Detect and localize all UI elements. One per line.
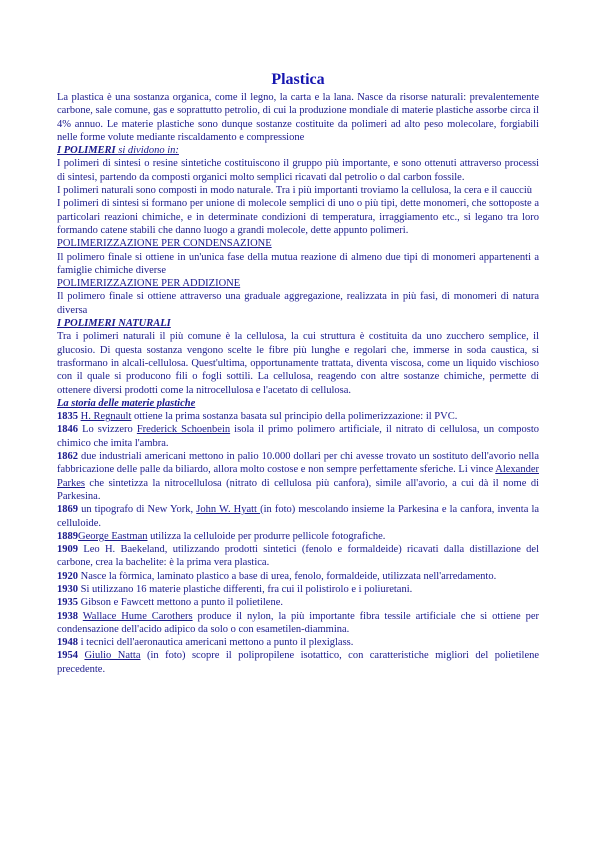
timeline-text: Leo H. Baekeland, utilizzando prodotti sintetici (fenolo e formaldeide) ricavati dalla distillazione del carbone, crea la bachelite: è la prima vera plastica. [57, 544, 539, 569]
timeline [57, 410, 539, 676]
timeline-year: 1920 [57, 570, 78, 582]
timeline-text: Gibson e Fawcett mettono a punto il polietilene. [80, 597, 284, 609]
timeline-year: 1909 [57, 544, 78, 556]
addizione-paragraph: Il polimero finale si ottiene attraverso una graduale aggregazione, realizzata in più fasi, di monomeri di natura diversa [57, 291, 539, 316]
timeline-pre: Lo svizzero [82, 424, 137, 436]
timeline-text: i tecnici dell'aeronautica americani mettono a punto il plexiglass. [80, 637, 354, 649]
timeline-text: isola il primo polimero artificiale, il nitrato di cellulosa, un composto chimico che imita l'ambra. [57, 424, 539, 449]
polimeri-naturali-paragraph: I polimeri naturali sono composti in modo naturale. Tra i più importanti troviamo la cellulosa, la cera e il caucciù [57, 185, 533, 197]
monomeri-paragraph: I polimeri di sintesi si formano per unione di molecole semplici di uno o più tipi, dette monomeri, che sottoposte a particolari reazioni chimiche, e in determinate condizioni di temperatura, irraggiamento etc., si legano tra loro formando catene stabili che danno luogo a grandi molecole, dette appunto polimeri. [57, 198, 539, 236]
timeline-year: 1846 [57, 424, 78, 436]
condensazione-paragraph: Il polimero finale si ottiene in un'unica fase della mutua reazione di almeno due tipi di monomeri appartenenti a famiglie chimiche diverse [57, 251, 539, 276]
timeline-entry [57, 543, 539, 570]
timeline-person-link: Wallace Hume Carothers [82, 610, 193, 622]
naturali-heading: I POLIMERI NATURALI [57, 318, 171, 330]
timeline-pre: un tipografo di New York, [81, 504, 197, 516]
timeline-entry [57, 423, 539, 450]
timeline-person-link: Giulio Natta [84, 650, 141, 662]
timeline-person-link: Frederick Schoenbein [136, 424, 231, 436]
timeline-text: utilizza la celluloide per produrre pellicole fotografiche. [147, 530, 386, 542]
timeline-text: (in foto) scopre il polipropilene isotattico, con caratteristiche migliori del polietilene precedente. [57, 650, 540, 675]
addizione-heading: POLIMERIZZAZIONE PER ADDIZIONE [57, 278, 241, 290]
timeline-year: 1954 [57, 650, 78, 662]
timeline-entry [57, 530, 539, 543]
timeline-entry [57, 410, 539, 423]
timeline-person-link: H. Regnault [80, 411, 132, 423]
timeline-person-link: Alexander Parkes [57, 464, 539, 489]
timeline-entry [57, 610, 539, 637]
timeline-text: Si utilizzano 16 materie plastiche differenti, fra cui il polistirolo e i poliuretani. [80, 583, 413, 595]
intro-paragraph: La plastica è una sostanza organica, come il legno, la carta e la lana. Nasce da risorse naturali: prevalentemente carbone, sale comune, gas e soprattutto petrolio, di cui la produzione mondiale di materie plastiche assorbe circa il 4% annuo. Le materie plastiche sono dunque sostanze costituite da polimeri ad alto peso molecolare, forgiabili nelle forme volute mediante riscaldamento e compressione [57, 92, 539, 143]
timeline-entry [57, 450, 539, 503]
timeline-year: 1930 [57, 583, 78, 595]
timeline-year: 1948 [57, 637, 78, 649]
timeline-entry [57, 583, 539, 596]
timeline-year: 1835 [57, 411, 78, 423]
document-body [57, 70, 539, 676]
timeline-text: ottiene la prima sostanza basata sul principio della polimerizzazione: il PVC. [131, 411, 458, 423]
naturali-paragraph: Tra i polimeri naturali il più comune è la cellulosa, la cui struttura è costituita da uno zucchero semplice, il glucosio. Di questa sostanza vengono scelte le fibre più lunghe e regolari che, immerse in soda caustica, si trasformano in alcali-cellulosa. Quest'ultima, opportunamente trattata, diventa viscosa, come un liquido vischioso con il quale si producono fili o fogli sottili. La cellulosa, reagendo con altre sostanze chimiche, permette di ottenere diversi prodotti come la nitrocellulosa e l'acetato di cellulosa. [57, 331, 539, 396]
timeline-entry [57, 596, 539, 609]
polimeri-heading-rest: si dividono in: [118, 145, 179, 157]
timeline-year: 1862 [57, 451, 78, 463]
timeline-entry [57, 636, 539, 649]
timeline-entry [57, 570, 539, 583]
timeline-year: 1938 [57, 610, 78, 622]
timeline-year: 1869 [57, 504, 78, 516]
timeline-entry [57, 649, 539, 676]
polimeri-sintesi-paragraph: I polimeri di sintesi o resine sintetiche costituiscono il gruppo più importante, e sono ottenuti attraverso processi di sintesi, partendo da composti organici molto semplici ricavati dal petrolio o dal carbon fossile. [57, 158, 539, 183]
page-title: Plastica [271, 71, 325, 88]
timeline-year: 1935 [57, 597, 78, 609]
timeline-entry [57, 503, 539, 530]
condensazione-heading: POLIMERIZZAZIONE PER CONDENSAZIONE [57, 238, 272, 250]
timeline-text: Nasce la fòrmica, laminato plastico a base di urea, fenolo, formaldeide, utilizzata nell'arredamento. [80, 570, 497, 582]
timeline-year: 1889 [57, 530, 78, 542]
timeline-text: produce il nylon, la più importante fibra tessile artificiale che si ottiene per condensazione dell'acido adipico da solo o con esametilen-diammina. [57, 610, 540, 635]
timeline-text: che sintetizza la nitrocellulosa (nitrato di cellulosa più canfora), simile all'avorio, a cui dà il nome di Parkesina. [57, 477, 539, 502]
polimeri-heading-bold: I POLIMERI [57, 145, 119, 157]
timeline-pre: due industriali americani mettono in palio 10.000 dollari per chi avesse trovato un sostituto dell'avorio nella fabbricazione delle palle da biliardo, allora molto costose e non sempre perfettamente sferiche. Li vince [57, 451, 540, 476]
timeline-text: (in foto) mescolando insieme la Parkesina e la canfora, inventa la celluloide. [57, 504, 540, 529]
timeline-person-link: John W. Hyatt [196, 504, 261, 516]
timeline-person-link: George Eastman [78, 530, 148, 542]
storia-heading: La storia delle materie plastiche [57, 397, 196, 409]
polimeri-heading [57, 144, 539, 157]
